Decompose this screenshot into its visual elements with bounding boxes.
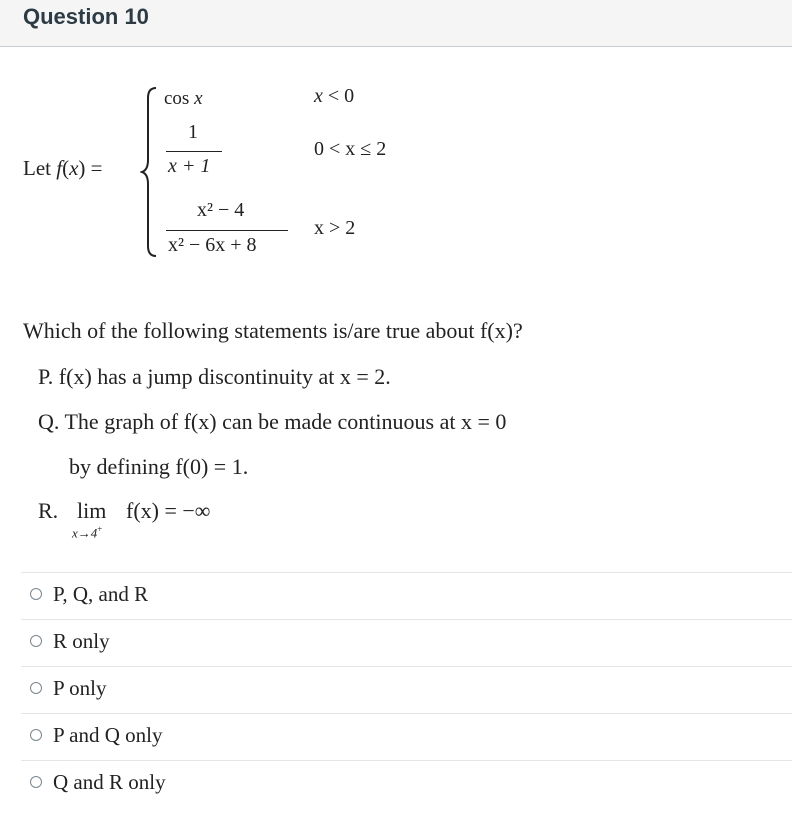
case-2-fraction-bar xyxy=(166,151,222,152)
answer-option-label: P only xyxy=(53,676,107,700)
answer-option[interactable] xyxy=(21,713,792,761)
case-3-condition: x > 2 xyxy=(314,217,356,239)
statement-q-line1: Q. The graph of f(x) can be made continuous at x = 0 xyxy=(38,409,507,434)
statement-r-subscript: x→4+ xyxy=(72,524,103,541)
answer-option[interactable] xyxy=(21,760,792,808)
radio-button[interactable] xyxy=(30,588,42,600)
answer-option-label: Q and R only xyxy=(53,770,166,794)
case-3-numerator: x² − 4 xyxy=(197,199,245,221)
statement-q-line2: by defining f(0) = 1. xyxy=(69,454,249,479)
case-2-denominator: x + 1 xyxy=(168,155,211,177)
radio-button[interactable] xyxy=(30,635,42,647)
question-title: Question 10 xyxy=(23,4,149,29)
case-3-fraction-bar xyxy=(166,230,288,231)
answer-option-label: P and Q only xyxy=(53,723,163,747)
answer-option-label: R only xyxy=(53,629,110,653)
statement-r-label: R. xyxy=(38,498,59,523)
left-brace xyxy=(140,86,162,258)
question-header xyxy=(0,0,792,47)
statement-p: P. f(x) has a jump discontinuity at x = 2. xyxy=(38,364,391,389)
radio-button[interactable] xyxy=(30,729,42,741)
question-prompt: Which of the following statements is/are true about f(x)? xyxy=(23,318,523,343)
statement-r-lim: lim xyxy=(77,498,107,523)
case-3-denominator: x² − 6x + 8 xyxy=(168,234,257,256)
let-text: Let f(x) = xyxy=(23,156,103,180)
radio-button[interactable] xyxy=(30,682,42,694)
answer-option[interactable] xyxy=(21,572,792,620)
answer-option[interactable] xyxy=(21,619,792,667)
case-2-numerator: 1 xyxy=(188,121,198,143)
answer-option-label: P, Q, and R xyxy=(53,582,149,606)
case-1-expr: cos x xyxy=(164,88,203,109)
answer-option[interactable] xyxy=(21,666,792,714)
case-2-condition: 0 < x ≤ 2 xyxy=(314,138,387,160)
case-1-condition: x < 0 xyxy=(314,85,355,107)
radio-button[interactable] xyxy=(30,776,42,788)
statement-r-expression: f(x) = −∞ xyxy=(126,498,211,523)
